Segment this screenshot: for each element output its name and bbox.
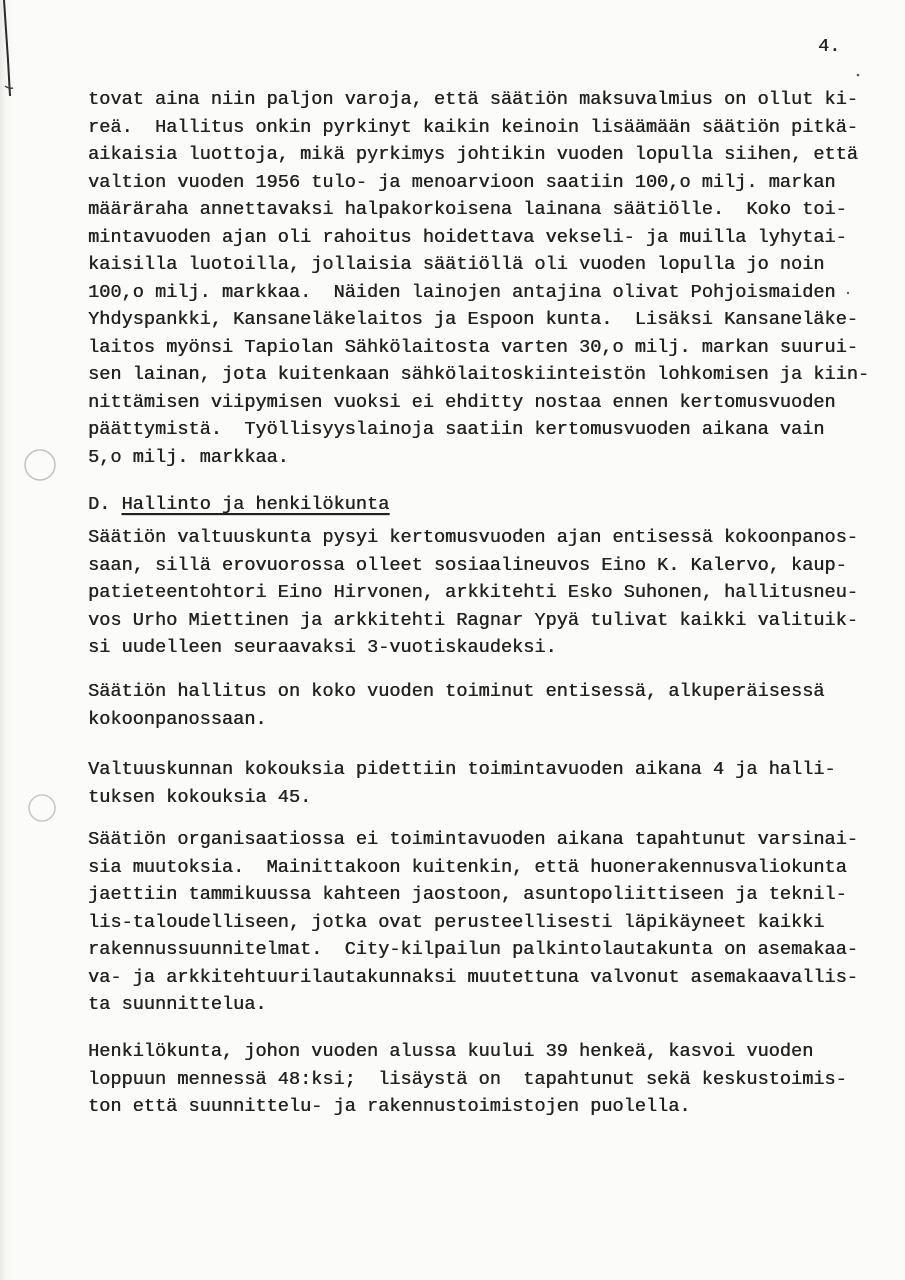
text-line: sia muutoksia. Mainittakoon kuitenkin, että huonerakennusvaliokunta (88, 856, 847, 878)
text-line: sen lainan, jota kuitenkaan sähkölaitoskiinteistön lohkomisen ja kiin- (88, 364, 870, 385)
text-line: reä. Hallitus onkin pyrkinyt kaikin keinoin lisäämään säätiön pitkä- (88, 116, 858, 138)
text-line: määräraha annettavaksi halpakorkoisena lainana säätiölle. Koko toi- (88, 199, 847, 220)
section-letter: D. (88, 494, 111, 515)
text-line: Yhdyspankki, Kansaneläkelaitos ja Espoon kunta. Lisäksi Kansaneläke- (88, 309, 858, 330)
text-line: laitos myönsi Tapiolan Sähkölaitosta varten 30,o milj. markan suurui- (88, 336, 858, 358)
text-line: rakennussuunnitelmat. City-kilpailun palkintolautakunta on asemakaa- (88, 939, 858, 960)
section-heading-line (88, 491, 389, 519)
text-line: päättymistä. Työllisyyslainoja saatiin kertomusvuoden aikana vain (88, 419, 825, 440)
text-line: lis-taloudelliseen, jotka ovat perusteellisesti läpikäyneet kaikki (88, 911, 825, 933)
paragraph-meetings (88, 756, 836, 811)
section-heading (88, 491, 389, 519)
text-line: aikaisia luottoja, mikä pyrkimys johtikin vuoden lopulla siihen, että (88, 144, 858, 165)
text-line: kaisilla luotoilla, jollaisia säätiöllä oli vuoden lopulla jo noin (88, 254, 825, 275)
text-line: kokoonpanossaan. (88, 708, 267, 730)
text-line: tuksen kokouksia 45. (88, 786, 312, 808)
text-line: saan, sillä erovuorossa olleet sosiaalineuvos Eino K. Kalervo, kaup- (88, 554, 847, 576)
text-line: ta suunnittelua. (88, 994, 267, 1015)
text-line: Henkilökunta, johon vuoden alussa kuului 39 henkeä, kasvoi vuoden (88, 1041, 814, 1062)
page-number: 4. (818, 36, 841, 57)
text-line: 5,o milj. markkaa. (88, 446, 289, 468)
text-line: 100,o milj. markkaa. Näiden lainojen antajina olivat Pohjoismaiden (88, 281, 836, 303)
text-line: jaettiin tammikuussa kahteen jaostoon, asuntopoliittiseen ja teknil- (88, 884, 847, 905)
paragraph-funding (88, 86, 869, 471)
text-line: va- ja arkkitehtuurilautakunnaksi muutettuna valvonut asemakaavallis- (88, 966, 858, 988)
paragraph-organisation (88, 826, 858, 1019)
text-line: mintavuoden ajan oli rahoitus hoidettava vekseli- ja muilla lyhytai- (88, 226, 847, 248)
text-line: valtion vuoden 1956 tulo- ja menoarvioon saatiin 100,o milj. markan (88, 171, 836, 193)
text-line: Säätiön organisaatiossa ei toimintavuoden aikana tapahtunut varsinai- (88, 829, 858, 850)
text-line: Valtuuskunnan kokouksia pidettiin toimintavuoden aikana 4 ja halli- (88, 759, 836, 780)
ink-speck (857, 74, 860, 77)
text-line: si uudelleen seuraavaksi 3-vuotiskaudeksi. (88, 637, 557, 658)
text-line: Säätiön hallitus on koko vuoden toiminut entisessä, alkuperäisessä (88, 681, 825, 702)
text-line: loppuun mennessä 48:ksi; lisäystä on tapahtunut sekä keskustoimis- (88, 1068, 847, 1090)
text-line: patieteentohtori Eino Hirvonen, arkkitehti Esko Suhonen, hallitusneu- (88, 582, 858, 603)
section-title: Hallinto ja henkilökunta (121, 494, 390, 515)
text-line: ton että suunnittelu- ja rakennustoimistojen puolella. (88, 1096, 691, 1117)
punch-hole (29, 795, 55, 821)
text-line: nittämisen viipymisen vuoksi ei ehditty nostaa ennen kertomusvuoden (88, 391, 836, 413)
edge-hook-mark (5, 84, 13, 94)
paper-edge-line (4, 0, 10, 96)
paragraph-board (88, 678, 824, 733)
paragraph-staff (88, 1038, 847, 1121)
text-line: Säätiön valtuuskunta pysyi kertomusvuoden ajan entisessä kokoonpanos- (88, 527, 858, 548)
paragraph-delegation (88, 524, 858, 662)
punch-hole (25, 450, 55, 480)
text-line: vos Urho Miettinen ja arkkitehti Ragnar Ypyä tulivat kaikki valituik- (88, 609, 858, 631)
text-line: tovat aina niin paljon varoja, että säätiön maksuvalmius on ollut ki- (88, 89, 858, 110)
